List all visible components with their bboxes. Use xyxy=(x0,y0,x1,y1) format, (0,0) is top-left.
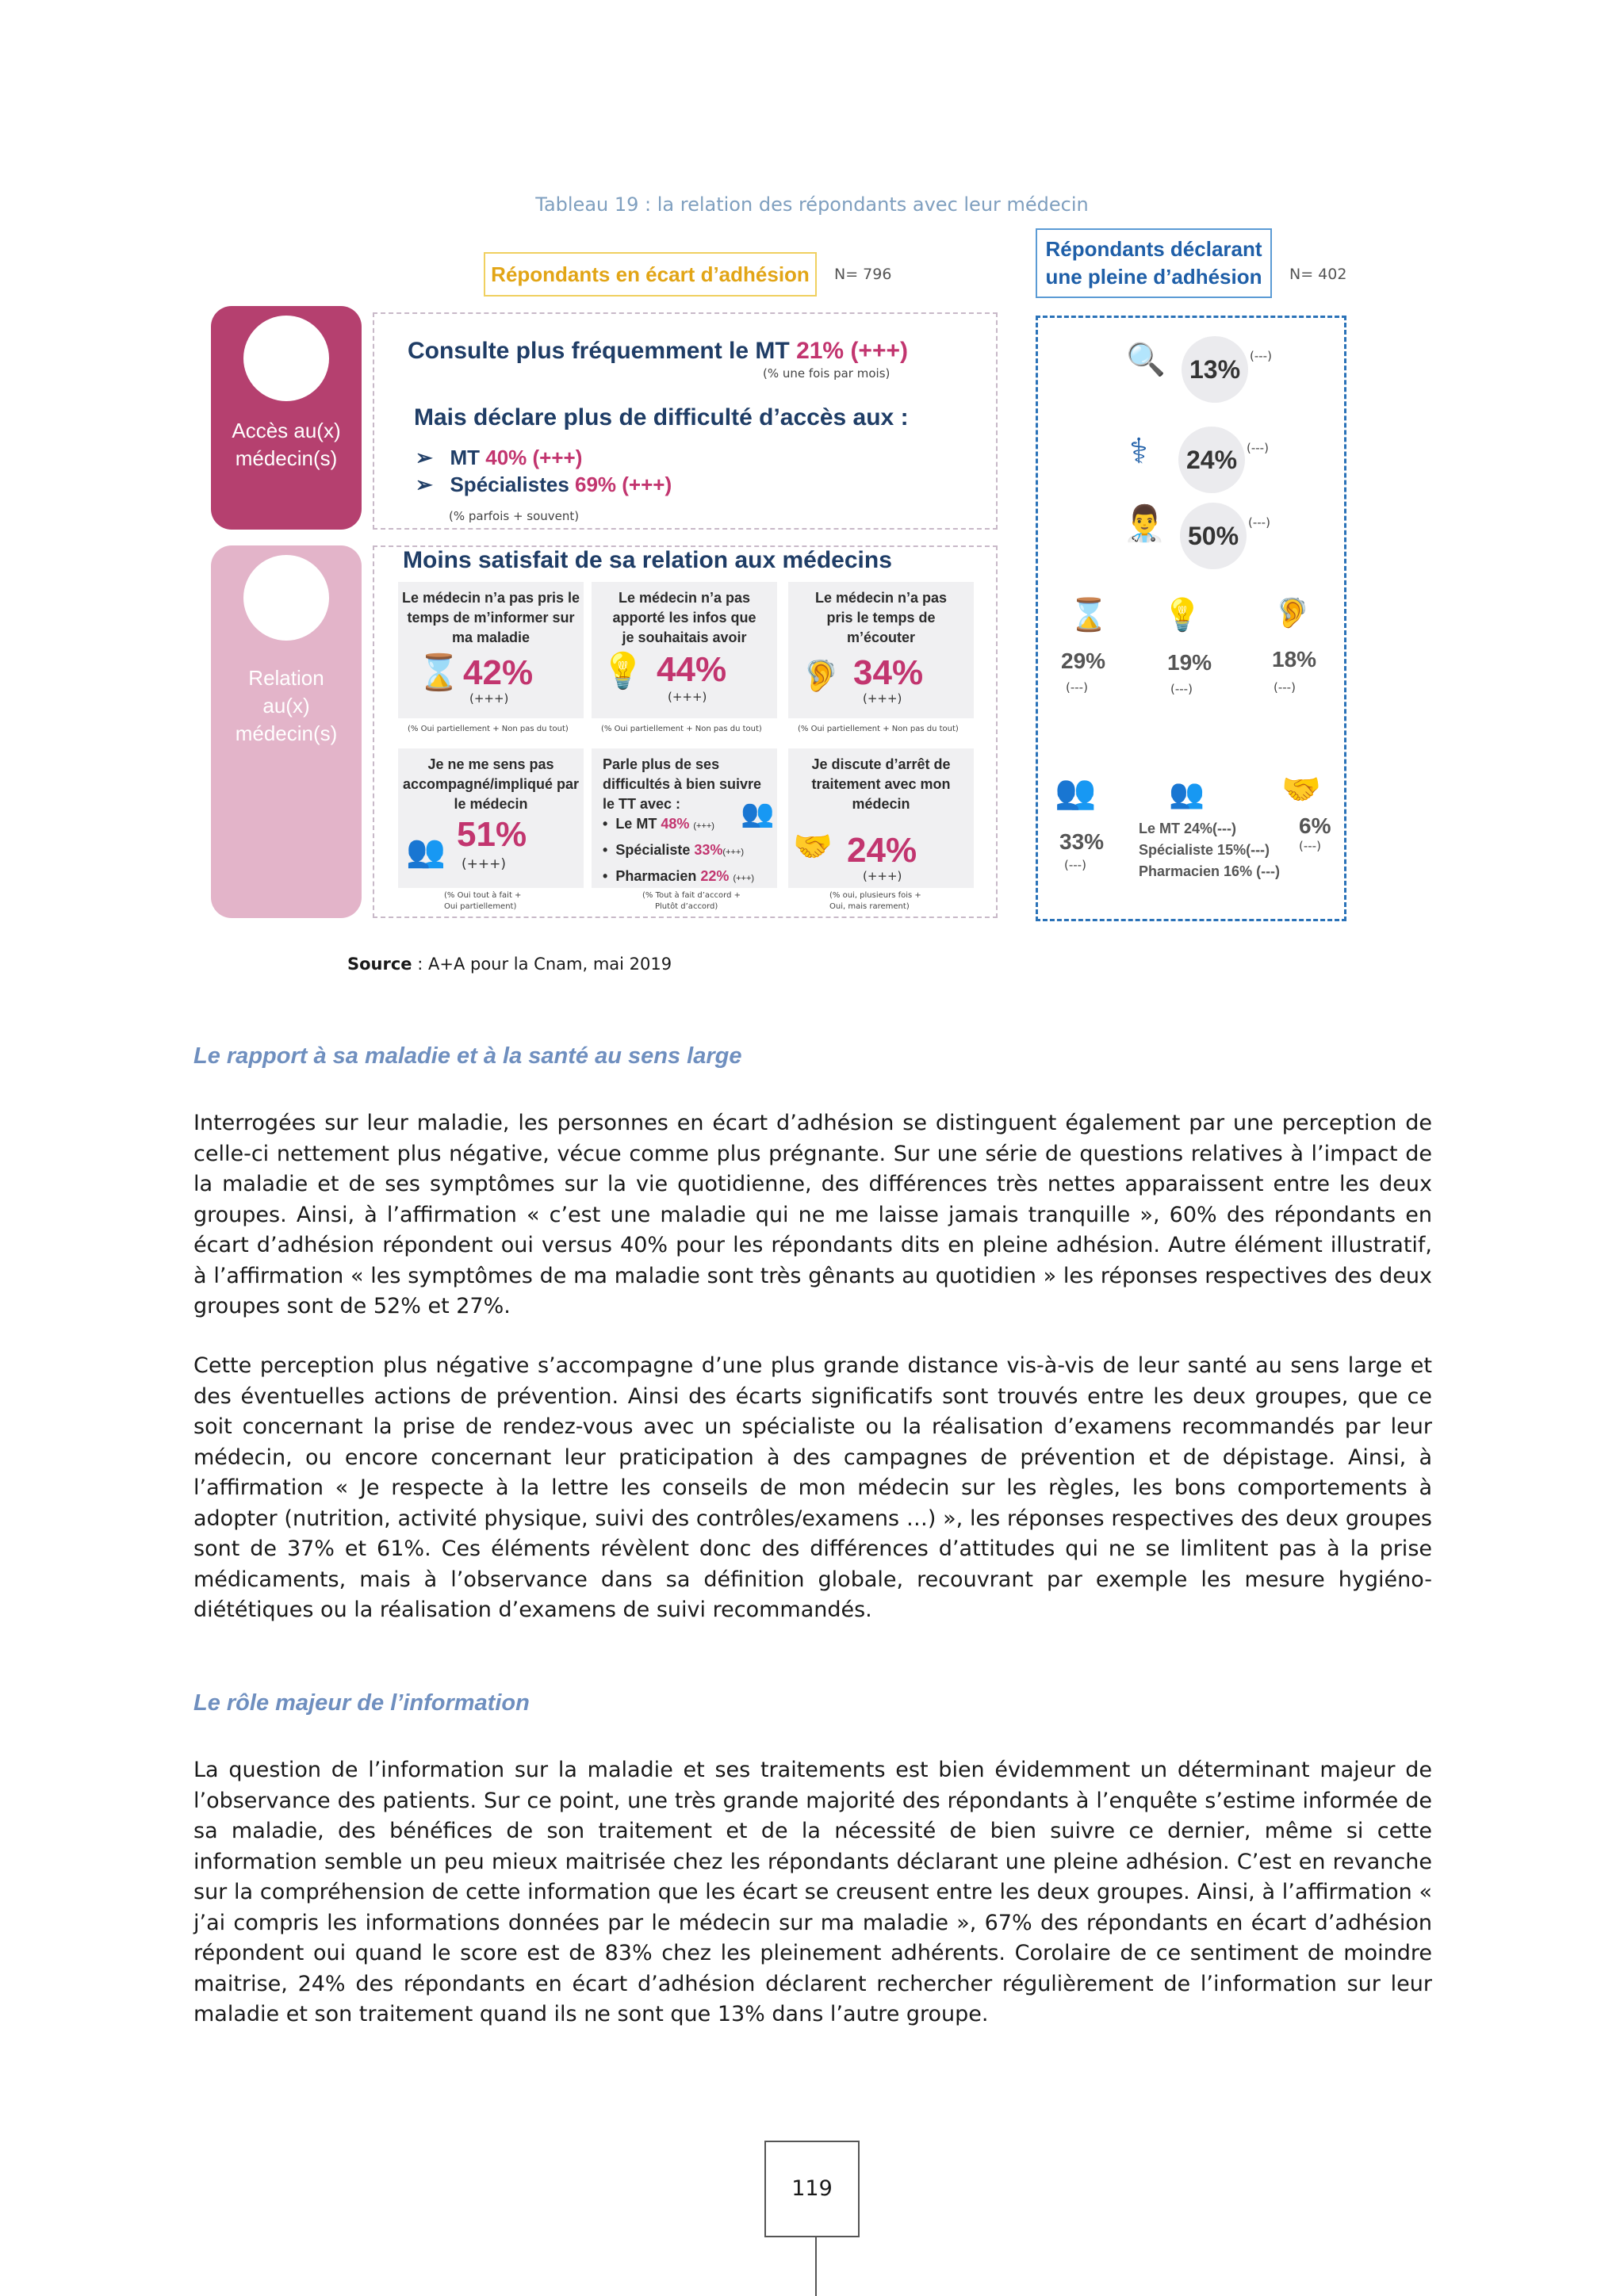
right-stat-spec-sig: (---) xyxy=(1248,515,1270,530)
card-difficultes-pharma-value: 22% xyxy=(700,868,730,884)
difficulte-mt-value: 40% (+++) xyxy=(485,446,583,469)
difficulte-mt-label: MT xyxy=(450,446,481,469)
card-arret-sig: (+++) xyxy=(863,869,902,883)
section-title-rapport-maladie: Le rapport à sa maladie et à la santé au sens large xyxy=(193,1043,742,1069)
card-difficultes-mt-value: 48% xyxy=(661,816,690,832)
card-informer-l1: Le médecin n’a pas pris le xyxy=(401,590,580,606)
card-informer-l3: ma maladie xyxy=(451,629,530,645)
card-difficultes-mt-sig: (+++) xyxy=(693,821,714,831)
card-arret-note-1: (% oui, plusieurs fois + xyxy=(829,891,921,900)
card-informer-note: (% Oui partiellement + Non pas du tout) xyxy=(408,725,569,733)
right-stat-difficultes-pharma: Pharmacien 16% (---) xyxy=(1139,863,1281,879)
card-difficultes-item-spec: • Spécialiste 33%(+++) xyxy=(603,842,745,858)
relation-title: Moins satisfait de sa relation aux médecins xyxy=(403,547,892,573)
page-number: 119 xyxy=(764,2141,860,2237)
card-difficultes-item-mt: • Le MT 48% (+++) xyxy=(603,816,714,832)
handshake-icon: 🤝 xyxy=(793,828,833,865)
right-stat-informer: 29% xyxy=(1061,649,1106,673)
card-arret-l1: Je discute d’arrêt de xyxy=(811,756,951,772)
card-difficultes-pharma-sig: (+++) xyxy=(733,874,755,883)
consulte-mt-note: (% une fois par mois) xyxy=(763,366,891,381)
paragraph-1: Interrogées sur leur maladie, les personnes en écart d’adhésion se distinguent également par une perception de celle-ci nettement plus négative, vécue comme plus prégnante. Sur une série de questions relatives à l’impact de la maladie et de ses symptômes sur la vie quotidienne, des différences très nettes apparaissent entre les deux groupes. Ainsi, à l’affirmation « c’est une maladie qui ne me laisse jamais tranquille », 60% des répondants en écart d’adhésion répondent oui versus 40% pour les répondants dits en pleine adhésion. Autre élément illustratif, à l’affirmation « les symptômes de ma maladie sont très gênants au quotidien » les réponses respectives des deux groupes sont de 52% et 27%. xyxy=(193,1111,1432,1318)
card-informer-value: 42% xyxy=(463,653,534,692)
card-ecouter-l2: pris le temps de xyxy=(826,610,936,626)
card-ecouter-l1: Le médecin n’a pas xyxy=(814,590,948,606)
consulte-mt-line xyxy=(408,338,908,365)
search-icon: 🔍 xyxy=(1126,342,1166,378)
difficulte-title: Mais déclare plus de difficulté d’accès aux : xyxy=(414,404,909,430)
arrow-bullet-icon: ➢ xyxy=(416,446,445,469)
category-relation-circle xyxy=(243,555,329,641)
left-n-label: N= 796 xyxy=(834,266,892,283)
people-question-icon: 👥 xyxy=(406,833,446,870)
card-infos-note: (% Oui partiellement + Non pas du tout) xyxy=(601,725,762,733)
right-stat-consulte-sig: (---) xyxy=(1250,349,1272,363)
right-group-header-line2: une pleine d’adhésion xyxy=(1045,265,1262,289)
card-ecouter-l3: m’écouter xyxy=(846,629,916,645)
category-acces-circle xyxy=(243,316,329,401)
page-number-line xyxy=(815,2237,817,2296)
right-stat-ecouter-sig: (---) xyxy=(1274,680,1296,695)
right-group-header-line1: Répondants déclarant xyxy=(1045,237,1262,261)
card-infos-sig: (+++) xyxy=(668,690,707,704)
card-ecouter-value: 34% xyxy=(853,653,924,692)
card-informer-l2: temps de m’informer sur xyxy=(407,610,575,626)
people-question-icon: 👥 xyxy=(1055,772,1097,811)
source-text: : A+A pour la Cnam, mai 2019 xyxy=(412,955,672,974)
category-relation-label-l3: médecin(s) xyxy=(235,721,338,745)
card-ecouter xyxy=(788,582,974,718)
card-difficultes-pharma-label: Pharmacien xyxy=(615,868,697,884)
card-difficultes-mt-label: Le MT xyxy=(615,816,657,832)
left-group-header xyxy=(484,252,817,297)
difficulte-mt-line xyxy=(416,446,582,470)
crossed-lightbulb-icon: 💡 xyxy=(1162,597,1202,633)
right-stat-accompagne-sig: (---) xyxy=(1064,858,1086,872)
category-relation-label-l1: Relation xyxy=(248,666,324,690)
hourglass-icon: ⌛ xyxy=(417,652,461,693)
right-stat-informer-sig: (---) xyxy=(1066,680,1088,695)
card-difficultes-l1: Parle plus de ses xyxy=(603,756,720,772)
card-infos-value: 44% xyxy=(657,650,727,689)
card-accompagne-value: 51% xyxy=(457,815,527,854)
source-label: Source xyxy=(347,955,412,974)
card-informer xyxy=(398,582,584,718)
paragraph-2: Cette perception plus négative s’accompagne d’une plus grande distance vis-à-vis de leur santé au sens large et des éventuelles actions de prévention. Ainsi des écarts significatifs sont trouvés entre les deux groupes, que ce soit concernant la prise de rendez-vous avec un spécialiste ou la réalisation d’examens recommandés par leur médecin, ou encore concernant leur praticipation à des campagnes de prévention et de dépistage. Ainsi, à l’affirmation « Je respecte à la lettre les conseils de mon médecin sur les règles, les bons comportements à adopter (nutrition, activité physique, suivi des contrôles/examens …) », les réponses respectives des deux groupes sont de 37% et 61%. Ces éléments révèlent donc des différences d’attitudes qui ne se limlitent pas à la prise médicaments, mais à l’observance dans sa définition globale, recouvrant par exemple les mesure hygiéno-diététiques ou la réalisation d’examens de suivi recommandés. xyxy=(193,1353,1432,1622)
card-arret-value: 24% xyxy=(847,831,917,870)
card-ecouter-note: (% Oui partiellement + Non pas du tout) xyxy=(798,725,959,733)
card-arret-l2: traitement avec mon xyxy=(811,776,951,792)
card-difficultes-spec-sig: (+++) xyxy=(722,848,745,857)
right-stat-accompagne: 33% xyxy=(1059,829,1105,854)
card-accompagne-sig: (+++) xyxy=(462,856,506,872)
card-infos-l3: je souhaitais avoir xyxy=(622,629,747,645)
right-stat-mt-sig: (---) xyxy=(1247,441,1269,455)
doctor-icon: 👨‍⚕ xyxy=(1123,503,1166,544)
category-relation-label-l2: au(x) xyxy=(262,694,310,718)
right-stat-ecouter: 18% xyxy=(1272,647,1317,672)
difficulte-spec-value: 69% (+++) xyxy=(575,473,672,496)
consulte-mt-value: 21% (+++) xyxy=(796,338,908,364)
right-stat-infos: 19% xyxy=(1167,650,1212,675)
card-difficultes-note-1: (% Tout à fait d’accord + xyxy=(642,891,741,900)
group-discussion-icon: 👥 xyxy=(1169,778,1205,810)
difficulte-spec-line xyxy=(416,473,672,497)
card-arret xyxy=(788,748,974,888)
hearing-impaired-icon: 🦻 xyxy=(1275,597,1311,629)
right-stat-arret: 6% xyxy=(1299,813,1331,838)
card-infos-l1: Le médecin n’a pas xyxy=(618,590,751,606)
card-accompagne-l1: Je ne me sens pas xyxy=(427,756,554,772)
handshake-icon: 🤝 xyxy=(1281,771,1321,808)
right-stat-difficultes xyxy=(1139,818,1280,882)
card-informer-sig: (+++) xyxy=(469,691,509,706)
card-infos xyxy=(592,582,777,718)
left-group-header-text: Répondants en écart d’adhésion xyxy=(491,262,810,286)
card-accompagne xyxy=(398,748,584,888)
arrow-bullet-icon: ➢ xyxy=(416,473,445,496)
card-difficultes-note-2: Plutôt d’accord) xyxy=(655,902,718,911)
card-difficultes xyxy=(592,748,777,888)
card-accompagne-l3: le médecin xyxy=(454,796,528,812)
paragraph-3: La question de l’information sur la maladie et ses traitements est bien évidemment un déterminant majeur de l’observance des patients. Sur ce point, une très grande majorité des répondants à l’enquête s’estime informée de sa maladie, des bénéfices de son traitement et de la nécessité de bien suivre ce dernier, même si cette information semble un peu mieux maitrisée chez les répondants déclarant une pleine adhésion. C’est en revanche sur la compréhension de cette information que les écart se creusent entre les deux groupes. Ainsi, à l’affirmation « j’ai compris les informations données par le médecin sur ma maladie », 67% des répondants en écart d’adhésion répondent oui quand le score est de 83% chez les pleinement adhérents. Corolaire de ce sentiment de moindre maitrise, 24% des répondants en écart d’adhésion déclarent rechercher régulièrement de l’information sur leur maladie et son traitement quand ils ne sont que 13% dans l’autre groupe. xyxy=(193,1758,1432,2026)
card-accompagne-note-1: (% Oui tout à fait + xyxy=(444,891,522,900)
right-stat-mt: 24% xyxy=(1178,427,1245,493)
card-accompagne-l2: accompagné/impliqué par xyxy=(402,776,580,792)
consulte-mt-text: Consulte plus fréquemment le MT xyxy=(408,338,790,364)
difficulte-spec-label: Spécialistes xyxy=(450,473,569,496)
hourglass-icon: ⌛ xyxy=(1069,597,1109,633)
right-group-header xyxy=(1036,228,1272,298)
group-discussion-icon: 👥 xyxy=(741,798,775,829)
crossed-lightbulb-icon: 💡 xyxy=(601,651,645,691)
right-stat-difficultes-mt: Le MT 24%(---) xyxy=(1139,821,1236,836)
right-stat-consulte: 13% xyxy=(1182,336,1248,403)
right-stat-arret-sig: (---) xyxy=(1299,839,1321,853)
right-n-label: N= 402 xyxy=(1289,266,1347,283)
right-stat-difficultes-spec: Spécialiste 15%(---) xyxy=(1139,842,1270,858)
section-title-role-information: Le rôle majeur de l’information xyxy=(193,1690,530,1716)
card-arret-l3: médecin xyxy=(852,796,910,812)
category-acces-label-l1: Accès au(x) xyxy=(232,419,341,442)
card-difficultes-spec-label: Spécialiste xyxy=(615,842,691,858)
category-acces-pill xyxy=(211,306,362,530)
card-infos-l2: apporté les infos que xyxy=(612,610,756,626)
card-difficultes-list xyxy=(603,812,754,890)
stethoscope-icon: ⚕ xyxy=(1129,431,1148,472)
difficulte-note: (% parfois + souvent) xyxy=(449,509,580,523)
category-relation-pill xyxy=(211,545,362,918)
card-ecouter-sig: (+++) xyxy=(863,691,902,706)
card-difficultes-l2: difficultés à bien suivre xyxy=(603,776,762,792)
category-acces-label-l2: médecin(s) xyxy=(235,446,338,470)
right-stat-infos-sig: (---) xyxy=(1170,682,1193,696)
table-caption: Tableau 19 : la relation des répondants avec leur médecin xyxy=(535,193,1089,216)
hearing-impaired-icon: 🦻 xyxy=(802,658,841,693)
card-difficultes-l3: le TT avec : xyxy=(603,796,681,812)
source-line xyxy=(347,955,672,974)
right-stat-spec: 50% xyxy=(1180,503,1247,569)
card-difficultes-item-pharma: • Pharmacien 22% (+++) xyxy=(603,868,755,884)
card-arret-note-2: Oui, mais rarement) xyxy=(829,902,910,911)
card-difficultes-spec-value: 33% xyxy=(694,842,723,858)
card-accompagne-note-2: Oui partiellement) xyxy=(444,902,517,911)
